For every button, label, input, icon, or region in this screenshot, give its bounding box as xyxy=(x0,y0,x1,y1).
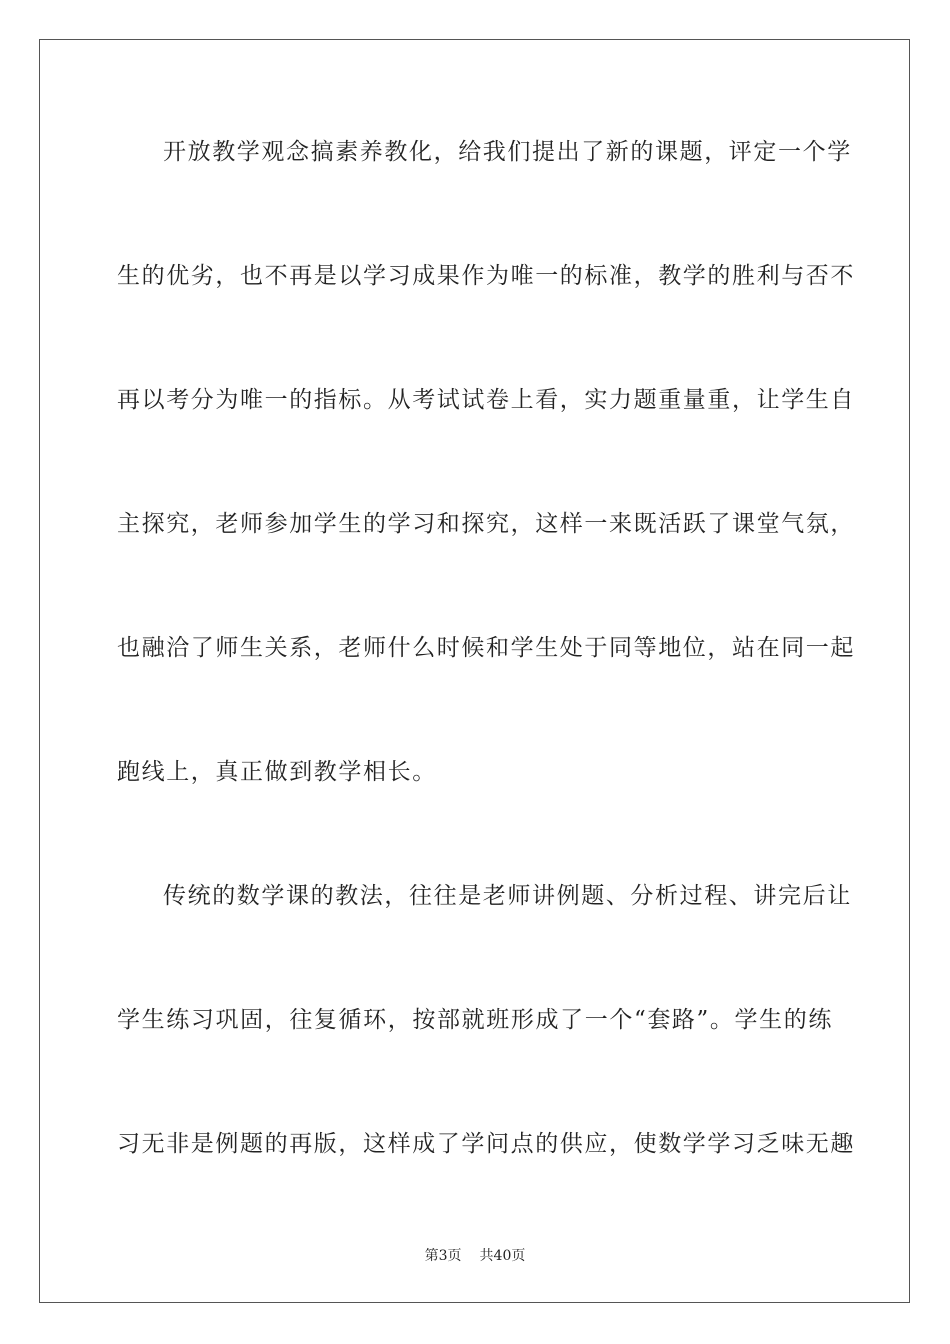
paragraph-1-line-3: 再以考分为唯一的指标。从考试试卷上看，实力题重量重，让学生自 xyxy=(117,387,855,413)
paragraph-1-line-2: 生的优劣，也不再是以学习成果作为唯一的标准，教学的胜利与否不 xyxy=(117,263,855,289)
paragraph-2-line-1: 传统的数学课的教法，往往是老师讲例题、分析过程、讲完后让 xyxy=(163,883,852,909)
page-total: 共40页 xyxy=(479,1248,526,1264)
page-footer xyxy=(0,1247,950,1265)
page-border xyxy=(39,39,910,1303)
paragraph-1-line-5: 也融洽了师生关系，老师什么时候和学生处于同等地位，站在同一起 xyxy=(117,635,855,661)
paragraph-2-line-3: 习无非是例题的再版，这样成了学问点的供应，使数学学习乏味无趣 xyxy=(117,1131,855,1157)
paragraph-1-line-4: 主探究，老师参加学生的学习和探究，这样一来既活跃了课堂气氛， xyxy=(117,511,855,537)
paragraph-1-line-1: 开放教学观念搞素养教化，给我们提出了新的课题，评定一个学 xyxy=(163,139,852,165)
paragraph-1-line-6: 跑线上，真正做到教学相长。 xyxy=(117,759,437,785)
page-number: 第3页 xyxy=(424,1248,462,1264)
paragraph-2-line-2: 学生练习巩固，往复循环，按部就班形成了一个“套路”。学生的练 xyxy=(117,1007,833,1033)
